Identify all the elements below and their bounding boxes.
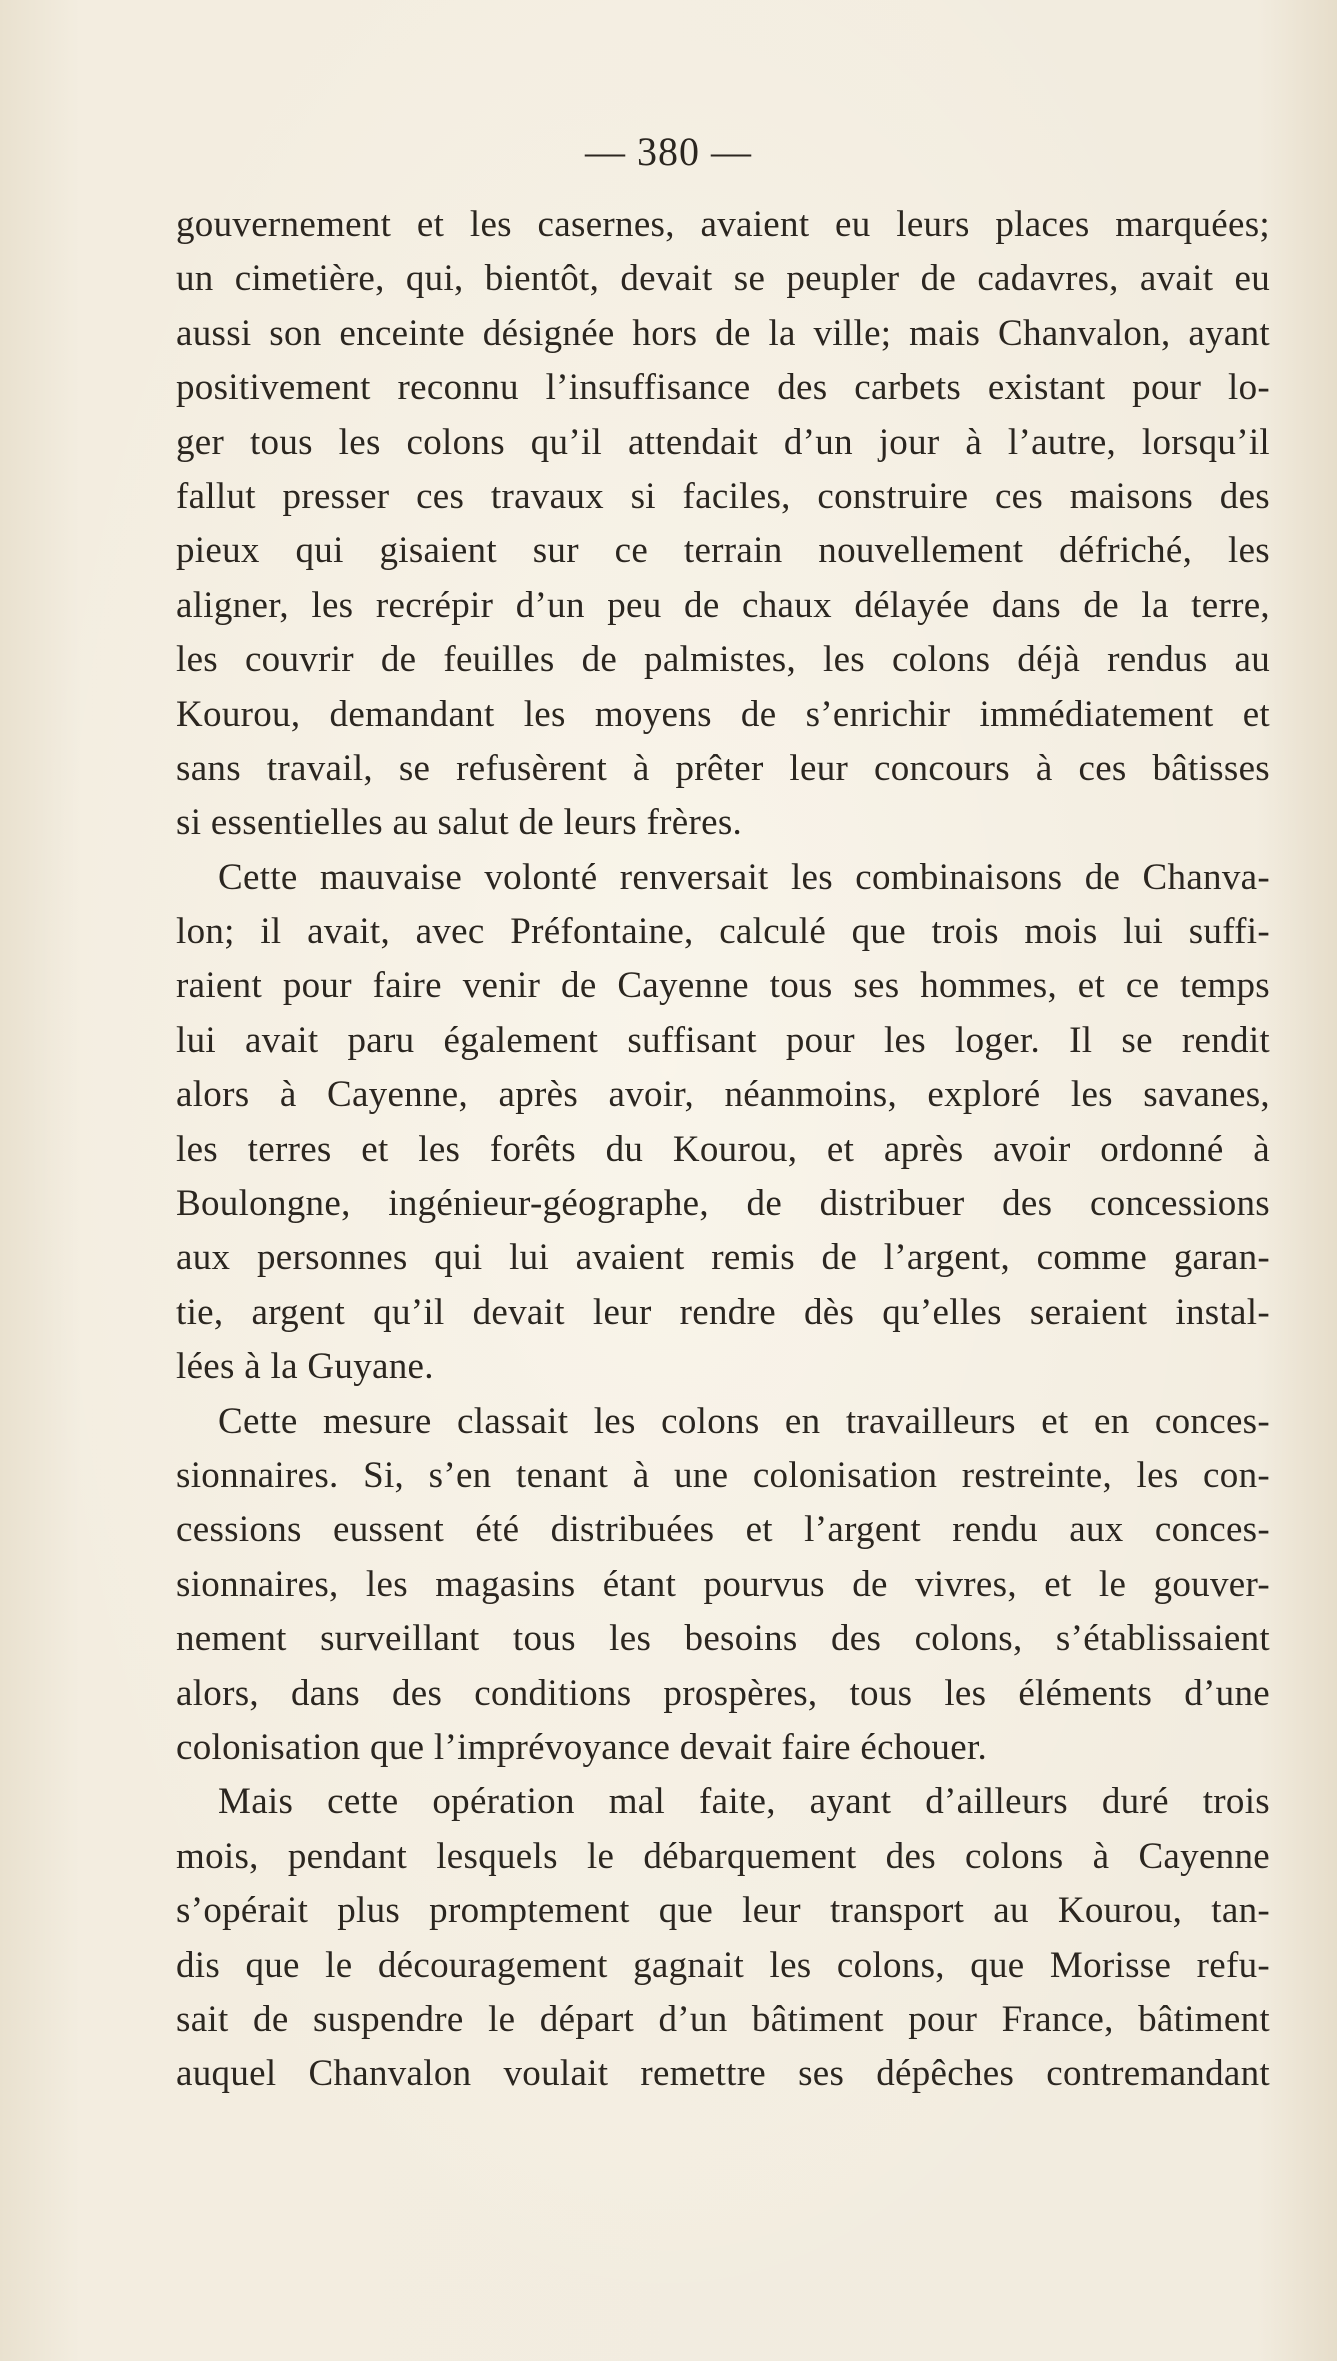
text-line: ger tous les colons qu’il attendait d’un jour à l’autre, lorsqu’il (176, 421, 1270, 463)
text-line: les terres et les forêts du Kourou, et après avoir ordonné à (176, 1128, 1270, 1170)
text-line: sionnaires. Si, s’en tenant à une colonisation restreinte, les con- (176, 1454, 1270, 1496)
text-line: raient pour faire venir de Cayenne tous ses hommes, et ce temps (176, 965, 1270, 1007)
text-line: nement surveillant tous les besoins des colons, s’établissaient (176, 1618, 1270, 1660)
text-line: sans travail, se refusèrent à prêter leur concours à ces bâtisses (176, 747, 1270, 789)
text-line: un cimetière, qui, bientôt, devait se peupler de cadavres, avait eu (176, 258, 1270, 300)
text-line: colonisation que l’imprévoyance devait faire échouer. (176, 1726, 988, 1768)
text-line: Boulongne, ingénieur-géographe, de distribuer des concessions (176, 1183, 1270, 1225)
text-line: dis que le découragement gagnait les colons, que Morisse refu- (176, 1944, 1270, 1986)
text-line: si essentielles au salut de leurs frères. (176, 802, 743, 844)
text-line: s’opérait plus promptement que leur transport au Kourou, tan- (176, 1890, 1270, 1932)
text-line: fallut presser ces travaux si faciles, construire ces maisons des (176, 475, 1270, 517)
text-line: alors, dans des conditions prospères, tous les éléments d’une (176, 1672, 1270, 1714)
text-line: mois, pendant lesquels le débarquement des colons à Cayenne (176, 1835, 1270, 1877)
text-line: cessions eussent été distribuées et l’argent rendu aux conces- (176, 1509, 1270, 1551)
text-line: lui avait paru également suffisant pour les loger. Il se rendit (176, 1019, 1270, 1061)
text-line: Kourou, demandant les moyens de s’enrichir immédiatement et (176, 693, 1270, 735)
text-line: Mais cette opération mal faite, ayant d’ailleurs duré trois (218, 1781, 1270, 1823)
paragraph-4 (176, 1775, 1270, 2101)
text-line: sait de suspendre le départ d’un bâtiment pour France, bâtiment (176, 1998, 1270, 2040)
text-line: gouvernement et les casernes, avaient eu leurs places marquées; (176, 204, 1270, 245)
text-line: les couvrir de feuilles de palmistes, les colons déjà rendus au (176, 639, 1270, 681)
text-line: Cette mauvaise volonté renversait les combinaisons de Chanva- (218, 856, 1270, 898)
text-line: positivement reconnu l’insuffisance des carbets existant pour lo- (176, 367, 1270, 409)
paragraph-1 (176, 198, 1270, 851)
text-line: pieux qui gisaient sur ce terrain nouvellement défriché, les (176, 530, 1270, 572)
text-line: aussi son enceinte désignée hors de la ville; mais Chanvalon, ayant (176, 312, 1270, 354)
text-line: auquel Chanvalon voulait remettre ses dépêches contremandant (176, 2053, 1270, 2095)
text-line: tie, argent qu’il devait leur rendre dès qu’elles seraient instal- (176, 1291, 1270, 1333)
text-line: Cette mesure classait les colons en travailleurs et en conces- (218, 1400, 1270, 1442)
paragraph-2 (176, 851, 1270, 1395)
text-line: sionnaires, les magasins étant pourvus de vivres, et le gouver- (176, 1563, 1270, 1605)
paragraph-3 (176, 1395, 1270, 1776)
body-text (176, 198, 1270, 2102)
text-line: lées à la Guyane. (176, 1346, 434, 1388)
text-line: lon; il avait, avec Préfontaine, calculé que trois mois lui suffi- (176, 911, 1270, 953)
page-number: — 380 — (585, 129, 752, 174)
text-line: aligner, les recrépir d’un peu de chaux délayée dans de la terre, (176, 584, 1270, 626)
text-line: aux personnes qui lui avaient remis de l’argent, comme garan- (176, 1237, 1270, 1279)
text-line: alors à Cayenne, après avoir, néanmoins, exploré les savanes, (176, 1074, 1270, 1116)
